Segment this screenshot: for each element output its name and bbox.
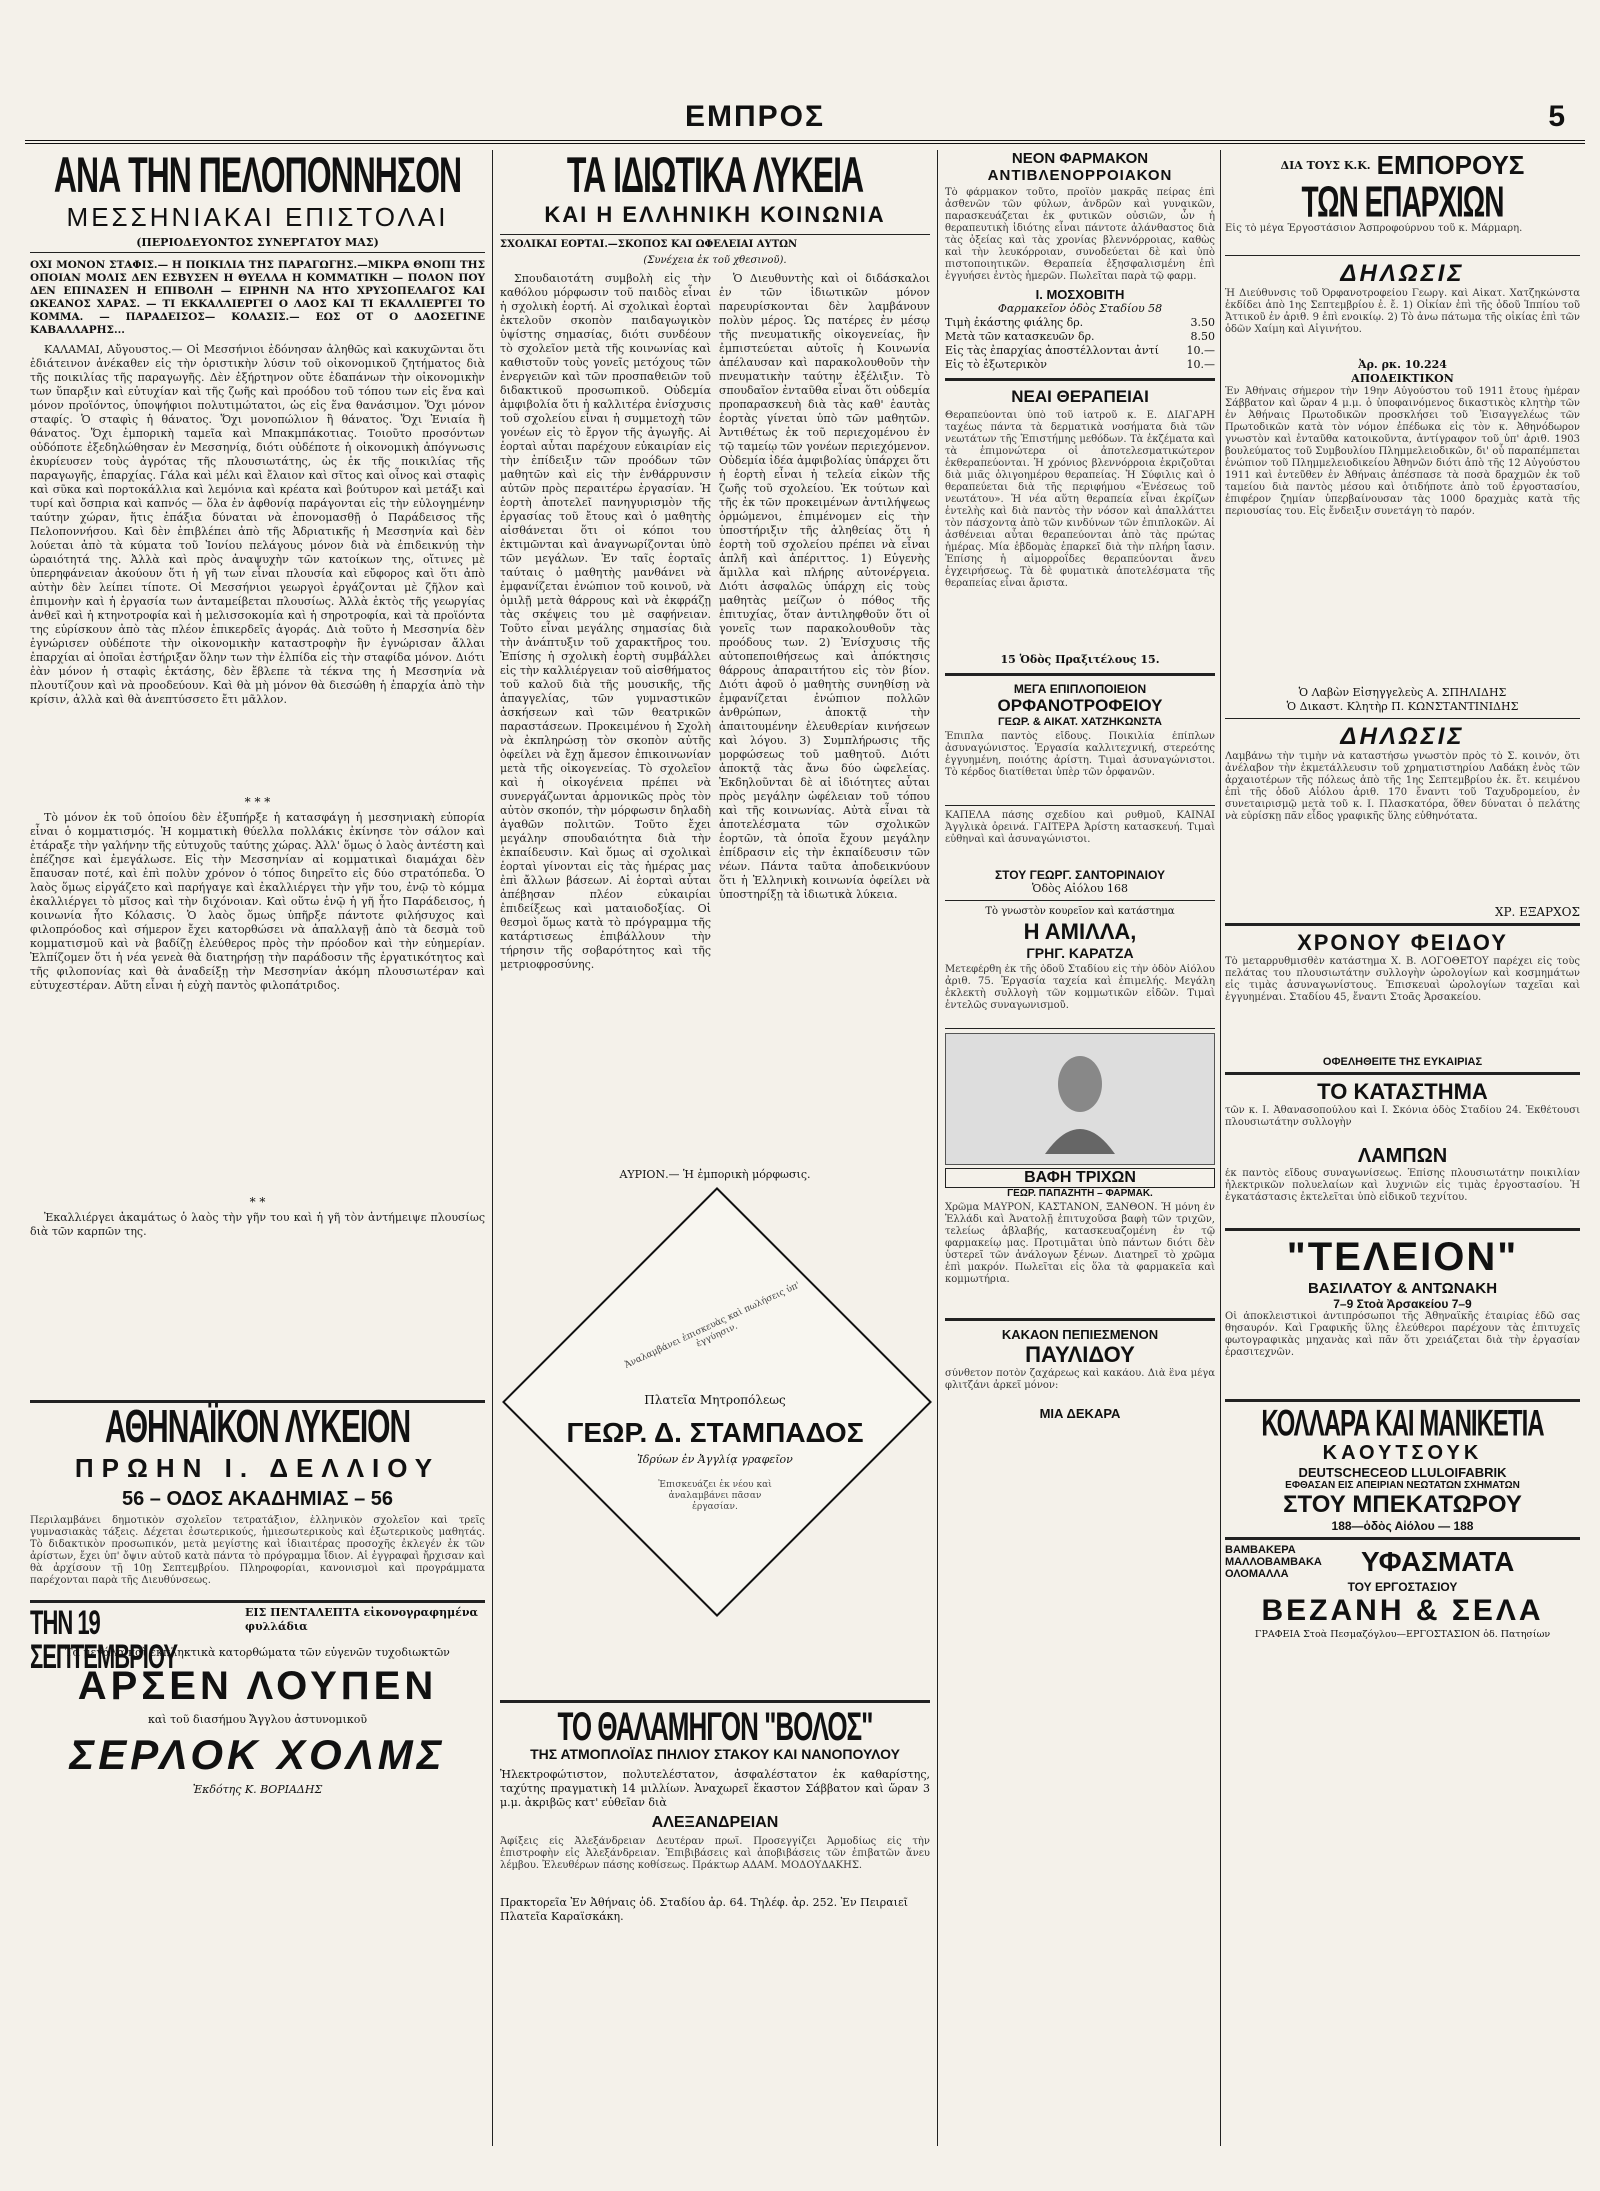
- collars-line: ΕΦΘΑΣΑΝ ΕΙΣ ΑΠΕΙΡΙΑΝ ΝΕΩΤΑΤΩΝ ΣΧΗΜΑΤΩΝ: [1285, 1480, 1520, 1491]
- ad-chronos: [1225, 930, 1580, 1068]
- merchants-text: Εἰς τὸ μέγα Ἐργοστάσιον Ἀσπροφούρνου τοῦ κ. Μάρμαρη.: [1225, 223, 1523, 234]
- drug-sub: ΑΝΤΙΒΛΕΝΟΡΡΟΙΑΚΟΝ: [987, 167, 1173, 184]
- lamp-shop-text-2: ἐκ παντὸς εἴδους συναγωνίσεως. Ἐπίσης πλουσιωτάτην ποικιλίαν ἠλεκτρικῶν πολυελαίων καὶ λυχνιῶν εἰς τιμὰς ἐργοστασίου. Ἡ ἐγκατάστασις ἐκτελεῖται ὑπὸ εἰδικοῦ τεχνίτου.: [1225, 1168, 1580, 1203]
- collars-sub: ΚΑΟΥΤΣΟΥΚ: [1322, 1442, 1483, 1464]
- diamond-fine-print-2: Ἐπισκευάζει ἐκ νέου καὶ ἀναλαμβάνει πᾶσαν ἐργασίαν.: [658, 1480, 772, 1512]
- ad-separator: [1225, 1399, 1580, 1402]
- notice-declaration-2: [1225, 723, 1580, 919]
- ad-separator: [1225, 718, 1580, 719]
- ad-separator: [1225, 1228, 1580, 1231]
- fabrics-cotton: ΒΑΜΒΑΚΕΡΑ: [1225, 1544, 1296, 1556]
- collars-title: ΚΟΛΛΑΡΑ ΚΑΙ ΜΑΝΙΚΕΤΙΑ: [1261, 1402, 1544, 1445]
- ad-provincial-merchants: [1225, 150, 1580, 251]
- diamond-name: ΓΕΩΡ. Δ. ΣΤΑΜΠΑΔΟΣ: [566, 1417, 864, 1448]
- fabrics-wool: ΟΛΟΜΑΛΛΑ: [1225, 1568, 1289, 1580]
- headline-private-lyceums: ΤΑ ΙΔΙΩΤΙΚΑ ΛΥΚΕΙΑ: [566, 146, 864, 203]
- column-rule: [492, 150, 493, 2146]
- article-subtitle: ΣΧΟΛΙΚΑΙ ΕΟΡΤΑΙ.—ΣΚΟΠΟΣ ΚΑΙ ΩΦΕΛΕΙΑΙ ΑΥΤΩΝ: [500, 234, 930, 252]
- lupin-name: ΑΡΣΕΝ ΛΟΥΠΕΝ: [77, 1664, 438, 1708]
- diamond-fine-print: Ἀναλαμβάνει ἐπισκευὰς καὶ πωλήσεις ὑπ' ἐγγύησιν.: [623, 1280, 802, 1371]
- body-left: Σπουδαιοτάτη συμβολὴ εἰς τὴν καθόλου μόρφωσιν τοῦ παιδὸς εἶναι ἡ σχολικὴ ἑορτή. Αἱ σχολικαὶ ἑορταὶ ἐκτελοῦν σκοπὸν παιδαγωγικὸν ὑψίστης σημασίας, διότι συνδέουν τὸ σχολεῖον μετὰ τῆς κοινωνίας καὶ καθιστοῦν τοὺς γονεῖς μετόχους τῶν ἐνεργειῶν καὶ τῶν προσπαθειῶν τοῦ διδακτικοῦ προσωπικοῦ. Οὐδεμία ἀμφιβολία ὅτι ἡ καλλιτέρα ἐνίσχυσις τοῦ σχολείου εἶναι ἡ συμμετοχὴ τῶν γονέων εἰς τὸ ἔργον τῆς ἀγωγῆς. Αἱ ἑορταὶ αὗται παρέχουν εὐκαιρίαν εἰς τὴν ἐπίδειξιν τῶν προόδων τῶν μαθητῶν καὶ εἰς τὴν ἐνθάρρυνσιν αὐτῶν πρὸς περαιτέρω ἐργασίαν. Ἡ ἑορτὴ ἀποτελεῖ πανηγυρισμὸν τῆς ἐργασίας τοῦ ἔτους καὶ ὁ μαθητὴς αἰσθάνεται ὅτι οἱ κόποι του ἐκτιμῶνται καὶ ἀναγνωρίζονται ὑπὸ τῶν μεγάλων. Ἐν ταῖς ἑορταῖς ταύταις ὁ μαθητὴς μανθάνει νὰ ἐμφανίζεται ἐνώπιον τοῦ κοινοῦ, νὰ ὁμιλῇ μετὰ θάρρους καὶ νὰ ἐκφράζῃ τὰς σκέψεις του μὲ σαφήνειαν. Τοῦτο εἶναι μεγάλης σημασίας διὰ τὴν ἀνάπτυξιν τοῦ χαρακτῆρος του. Ἐπίσης ἡ σχολικὴ ἑορτὴ συμβάλλει εἰς τὴν καλλιέργειαν τοῦ αἰσθήματος τοῦ καλοῦ διὰ τῆς μουσικῆς, τῆς ἀπαγγελίας, τῶν γυμναστικῶν ἀσκήσεων καὶ τῶν θεατρικῶν παραστάσεων. Προκειμένου ἡ Σχολὴ νὰ ἐκπληρώσῃ τὸν σκοπὸν αὐτῆς ὀφείλει νὰ ἔχῃ ἄμεσον ἐπικοινωνίαν μετὰ τῆς οἰκογενείας. Τὸ σχολεῖον καὶ ἡ οἰκογένεια πρέπει νὰ συνεργάζωνται ἁρμονικῶς πρὸς τὸν αὐτὸν σκοπόν, τὴν μόρφωσιν δηλαδὴ ἀγαθῶν πολιτῶν. Τοῦτο ἔχει μεγάλην σπουδαιότητα διὰ τὴν ἐκπαίδευσιν. Καὶ ὅμως αἱ σχολικαὶ ἑορταὶ γίνονται εἰς τὰς ἡμέρας μας ἐπὶ ἄλλων βάσεων. Αἱ ἑορταὶ αὗται ἀπέβησαν πλέον εὐκαιρίαι ἐπιδείξεως καὶ ματαιοδοξίας. Οἱ θεσμοὶ ὅμως κατὰ τὸ πρόγραμμα τῆς κατάρτισεως ἐπιβάλλουν τὴν τήρησιν τῆς σοβαρότητος καὶ τῆς μετριοφροσύνης.: [500, 272, 711, 971]
- masthead: [25, 100, 1585, 144]
- diamond-square: Πλατεῖα Μητροπόλεως: [644, 1393, 786, 1407]
- ad-arsene-lupin: [30, 1602, 485, 1797]
- lyceum-title: ΑΘΗΝΑΪΚΟΝ ΛΥΚΕΙΟΝ: [104, 1401, 411, 1454]
- ad-new-drug: [945, 150, 1215, 372]
- byline: (ΠΕΡΙΟΔΕΥΟΝΤΟΣ ΣΥΝΕΡΓΑΤΟΥ ΜΑΣ): [30, 236, 485, 253]
- fabrics-sub: ΤΟΥ ΕΡΓΟΣΤΑΣΙΟΥ: [1347, 1580, 1458, 1594]
- steamer-details: Ἀφίξεις εἰς Ἀλεξάνδρειαν Δευτέραν πρωΐ. Προσεγγίζει Ἀρμοδίως εἰς τὴν ἐπιστροφὴν εἰς Ἀλεξάνδρειαν. Ἐπιβιβάσεις καὶ ἀποβιβάσεις τῶν ἐπιβατῶν ἄνευ λέμβου. Ἐλευθέρων πάσης κοθίσεως. Πράκτωρ ΑΔΑΜ. ΜΟΔΟΥΔΑΚΗΣ.: [500, 1836, 930, 1871]
- article-messenian-letters: [30, 146, 485, 1255]
- ad-lamp-shop: [1225, 1079, 1580, 1224]
- lyceum-address: 56 – ΟΔΟΣ ΑΚΑΔΗΜΙΑΣ – 56: [121, 1488, 393, 1510]
- body-filler: ΚΑΛΑΜΑΙ, Αὔγουστος.— Οἱ Μεσσήνιοι ἐδόνησαν ἀληθῶς καὶ κακυχῶνται ὅτι ἐδιάτεινον ἀνέκαθεν εἰς τὴν ὁριστικὴν λύσιν τοῦ οἰκονομικοῦ ζητήματος διὰ τῆς ποικιλίας τῆς παραγωγῆς. Δὲν ἐξήρτηνον οὔτε ἐδαπάνων τὴν οἰκονομικὴν των ὕπαρξιν καὶ εὐτυχίαν καὶ τῆς ζωῆς καὶ προόδου τοῦ τόπου των εἰς ἕνα καὶ μόνον προϊόντος, ὑποψήφιοι πολυτιμώτατοι, ὡς εἰς ἕνα θανάσιμον. Ὅχι μόνον σταφίς. Ὁ σταφὶς ἡ θάνατος. Ὅχι μονοπώλιον ἢ θάνατος. Ὅχι Ἑνιαία ἢ θάνατος. Ὅχι ἐμπορικὴ ταμεῖα καὶ Μπακμπάκοτιας. Τοιοῦτο προσόντων οὐδόποτε ἐξεδηλώθησαν ἐν Μεσσηνίᾳ, διότι οὐδέποτε ἡ οἰκονομικὴ ἀπόγνωσις ἐκυρίευσεν τοὺς ἀγρότας τῆς πλουσιωτάτης, ὡς ἐκ τῆς ποικιλίας τῆς παραγωγῆς, ἐπαρχίας. Γάλα καὶ μέλι καὶ ἔλαιον καὶ σῖτος καὶ οἶνος καὶ σταφὶς καὶ σῦκα καὶ πορτοκάλλια καὶ λεμόνια καὶ κρέατα καὶ βούτυρον καὶ μετάξι καὶ τυρί καὶ ὄσπρια καὶ καπνός — ὅλα ἐν ἀφθονίᾳ παράγονται εἰς τὴν εὐλογημένην ταύτην χώραν, ἥτις ἐπάξια δύναται νὰ ἐπονομασθῇ ὁ Παράδεισος τῆς Πελοποννήσου. Καὶ δὲν ἐπιβλέπει ἀπὸ τῆς Ἀδριατικῆς ἡ Μεσσηνία καὶ δὲν λούεται ἀπὸ τὰ κύματα τοῦ Ἰονίου πελάγους μόνον διὰ νὰ ἐπιδεικνύῃ τὴν ὡραιότητά της. Ἀλλὰ καὶ πρὸς ἀναψυχὴν τῶν κατοίκων της, οἵτινες μὲ ὑπερηφάνειαν ἀκούουν ὅτι ἡ γῆ των εἶναι πλουσία καὶ εὔφορος καὶ ὅτι ἀπὸ αὐτὴν δὲν λείπει τίποτε. Οἱ Μεσσήνιοι γεωργοὶ ἐργάζονται μὲ ζῆλον καὶ ἐπιμονὴν καὶ ἡ ἐργασία των ἀνταμείβεται πλουσίως. Ἀλλὰ ἐκτὸς τῆς γεωργίας ἀνθεῖ καὶ ἡ κτηνοτροφία καὶ ἡ μελισσοκομία καὶ ἡ σηροτροφία, καὶ τὰ προϊόντα της εὑρίσκουν ἀπὸ τὰς πλέον ἐπικερδεῖς ἀγοράς. Διὰ τοῦτο ἡ Μεσσηνία δὲν ἐγνώρισεν οὐδέποτε τὴν οἰκονομικὴν καταστροφὴν ἣν ἐγνώρισαν ἄλλαι ἐπαρχίαι αἱ ὁποῖαι ἐστήριξαν ὅλην των τὴν ἐλπίδα εἰς τὴν σταφίδα μόνον. Διότι ἐὰν μόνον ἡ σταφὶς ἐκτάσης, δὲν ἔβλεπε τὰ τέκνα της ἡ Μεσσηνία νὰ πλουτίζουν καὶ νὰ προοδεύουν. Καὶ θὰ μὴ μόνον θὰ διεσώθη ἡ ἐπαρχία ἀπὸ τὴν κρίσιν, ἀλλὰ καὶ θὰ ἀνεπτύσσετο ἔτι μᾶλλον.: [30, 343, 485, 706]
- fabrics-wool-cotton: ΜΑΛΛΟΒΑΜΒΑΚΑ: [1225, 1556, 1322, 1568]
- lupin-date: ΤΗΝ 19 ΣΕΠΤΕΜΒΡΙΟΥ: [30, 1602, 178, 1676]
- holmes-name: ΣΕΡΛΟΚ ΧΟΛΜΣ: [69, 1731, 446, 1778]
- page-number: 5: [1548, 100, 1565, 133]
- furniture-title: ΜΕΓΑ ΕΠΙΠΛΟΠΟΙΕΙΟΝ: [1013, 682, 1147, 696]
- hair-dye-portrait-image: [945, 1033, 1215, 1165]
- collars-address: 188—ὁδὸς Αἰόλου — 188: [1331, 1519, 1474, 1533]
- continued-note: (Συνέχεια ἐκ τοῦ χθεσινοῦ).: [643, 255, 787, 266]
- price-row-3: Εἰς τὰς ἐπαρχίας ἀποστέλλονται ἀντί 10.—: [945, 344, 1215, 357]
- steamer-company: ΤΗΣ ΑΤΜΟΠΛΟΪΑΣ ΠΗΛΙΟΥ ΣΤΑΚΟΥ ΚΑΙ ΝΑΝΟΠΟΥΛΟΥ: [530, 1746, 900, 1762]
- column-ads-3: [945, 150, 1215, 1421]
- section-divider: * *: [249, 1195, 266, 1209]
- ad-steamer-volos: [500, 1702, 930, 1924]
- signature-bailiff: Ὁ Δικαστ. Κλητὴρ Π. ΚΩΝΣΤΑΝΤΙΝΙΔΗΣ: [1286, 700, 1519, 713]
- lupin-format: ΕΙΣ ΠΕΝΤΑΛΕΠΤΑ εἰκονογραφημένα φυλλάδια: [245, 1606, 478, 1633]
- ad-separator: [945, 900, 1215, 901]
- cocoa-text: σύνθετον ποτὸν ζαχάρεως καὶ κακάου. Διὰ ἓνα μέγα φλιτζάνι ἀρκεῖ μόνον:: [945, 1368, 1215, 1391]
- hats-address: Ὁδὸς Αἰόλου 168: [1031, 882, 1128, 895]
- therapies-address: 15 Ὁδὸς Πραξιτέλους 15.: [1000, 653, 1160, 666]
- ad-fabrics: [1225, 1544, 1580, 1642]
- ad-amilla: [945, 905, 1215, 1024]
- ad-separator: [1225, 923, 1580, 926]
- amilla-title: Η ΑΜΙΛΛΑ,: [1023, 919, 1137, 944]
- headline-messenian: ΜΕΣΣΗΝΙΑΚΑΙ ΕΠΙΣΤΟΛΑΙ: [66, 202, 449, 232]
- lyceum-text: Περιλαμβάνει δημοτικὸν σχολεῖον τετρατάξιον, ἑλληνικὸν σχολεῖον καὶ τρεῖς γυμνασιακὰς τάξεις. Δέχεται ἐσωτερικούς, ἡμιεσωτερικοὺς καὶ ἐξωτερικοὺς μαθητάς. Τὸ διδακτικὸν προσωπικόν, μετὰ μεγίστης καὶ ἰδιαιτέρας προσοχῆς ἐκλεγέν ἐκ τῶν ἀρίστων, ἔχει ὑπ' ὄψιν αὑτοῦ κατὰ πάντα τὸ πρόγραμμα ἴδιον. Αἱ ἐγγραφαὶ ἤρχισαν καὶ θὰ ἀρχίσουν τῇ 10ῃ Σεπτεμβρίου. Πληροφορίαι, κανονισμοὶ καὶ προγράμματα παρέχονται παρὰ τῆς Διευθύνσεως.: [30, 1515, 485, 1586]
- ad-stampados: [505, 1225, 925, 1625]
- cocoa-name: ΠΑΥΛΙΔΟΥ: [1025, 1342, 1135, 1367]
- steamer-destination: ΑΛΕΞΑΝΔΡΕΙΑΝ: [651, 1814, 779, 1831]
- column-rule: [1220, 150, 1221, 2146]
- notice-declaration-1: [1225, 260, 1580, 714]
- headline-greek-society: ΚΑΙ Η ΕΛΛΗΝΙΚΗ ΚΟΙΝΩΝΙΑ: [544, 202, 886, 227]
- ad-teleion: [1225, 1235, 1580, 1395]
- steamer-title: ΤΟ ΘΑΛΑΜΗΓΟΝ "ΒΟΛΟΣ": [557, 1702, 873, 1750]
- drug-seller: Ι. ΜΟΣΧΟΒΙΤΗ: [1035, 287, 1125, 302]
- column-ads-4: [1225, 150, 1580, 1642]
- ad-separator: [945, 378, 1215, 381]
- drug-shop: Φαρμακεῖον ὁδὸς Σταδίου 58: [997, 302, 1163, 315]
- ad-separator: [945, 673, 1215, 676]
- ref-title: ΑΠΟΔΕΙΚΤΙΚΟΝ: [1351, 372, 1454, 385]
- declaration-title: ΔΗΛΩΣΙΣ: [1340, 260, 1465, 287]
- chronos-foot: ΟΦΕΛΗΘΕΙΤΕ ΤΗΣ ΕΥΚΑΙΡΙΑΣ: [1322, 1056, 1483, 1068]
- lyceum-former: ΠΡΩΗΝ Ι. ΔΕΛΛΙΟΥ: [74, 1453, 441, 1483]
- therapies-text: Θεραπεύονται ὑπὸ τοῦ ἰατροῦ κ. Ε. ΔΙΑΓΑΡΗ ταχέως πάντα τὰ δερματικὰ νοσήματα διὰ τῶν νεωτάτων τῆς Ἐπιστήμης μεθόδων. Τὰ ἐκζέματα καὶ τὰ ἐπιμονώτερα οἱ ἀποτελεσματικώτερον ἐκθεραπεύονται. Ἡ χρόνιος βλεννόρροια ἐκριζοῦται διὰ μιᾶς ὀλιγοημέρου θεραπείας. Ἡ Σύφιλις καὶ ὁ θεραπεύεται διὰ τῆς περιφήμου «Ἐνέσεως τοῦ νεωτάτου». Ἡ νέα αὕτη θεραπεία εἶναι ἐκρίζων ἐντελὴς καὶ διὰ παντὸς τὴν νόσον καὶ ἀπαλλάττει τὸν πάσχοντα ἀπὸ τῶν κινδύνων τῶν ἐπιπλοκῶν. Αἱ ἀσθένειαι αὗται θεραπεύονται ἀπὸ τὰς πρώτας ἡμέρας. Μία ἑβδομὰς ἐπαρκεῖ διὰ τὴν πλήρη ἴασιν. Ἐπίσης ἡ αἱμορροΐδες θεραπεύονται ἄνευ ἐγχειρήσεως. Τὰ δὲ φυματικὰ ἀποτελέσματα τῆς θεραπείας εἶναι ἄριστα.: [945, 410, 1215, 589]
- lupin-line: Τὰ μεγάλα καὶ ἐκπληκτικὰ κατορθώματα τῶν εὐγενῶν τυχοδιωκτῶν: [65, 1646, 450, 1659]
- ad-separator: [1225, 255, 1580, 256]
- body-right: Ὁ Διευθυντὴς καὶ οἱ διδάσκαλοι ἐν τῶν ἰδιωτικῶν μόνον παρευρίσκονται δὲν λαμβάνουν πολὺν μέρος. Ὡς πατέρες ἐν μέσῳ τῆς πνευματικῆς οἰκογενείας, ἣν ἐμπιστεύεται αὐτοῖς ἡ Κοινωνία ἀπέλαυσαν καὶ παρακολουθοῦν τὴν πνευματικὴν ταύτην ἐξέλιξιν. Τὸ σπουδαῖον ἐνταῦθα εἶναι ὅτι οὐδεμία προπαρασκευὴ διὰ τὰς καθ' ἑαυτὰς ἑορτὰς γίνεται ὑπὸ τῶν μαθητῶν. Ἀντιθέτως ἐκ τοῦ περιεχομένου ἐν τῷ ταμείῳ τῶν γονέων περιεχόμενον. Οὐδεμία ἰδέα ἀμφιβολίας ὑπάρχει ὅτι ἡ ἑορτὴ εἶναι ἡ τελεία εἰκὼν τῆς ζωῆς τοῦ σχολείου. Ἐκ τούτων καὶ τῆς ἐκ τῶν προκειμένων ἀντιλήψεως ὁρμώμενοι, ἐπιμένομεν εἰς τὴν ὑποστήριξιν τῆς ἀληθείας ὅτι ἡ ἑορτὴ τοῦ σχολείου πρέπει νὰ εἶναι ἁπλῆ καὶ ἀπέριττος. 1) Εὐγενὴς ἅμιλλα καὶ πλήρης αὐτονέργεια. Διότι ἀσφαλῶς ὑπάρχη εἰς τοὺς μαθητὰς μείζων ὁ πόθος τῆς ἐπιτυχίας, ὅταν ἀντιληφθοῦν ὅτι οἱ γονεῖς των παρακολουθοῦν τὰς προόδους των. 2) Ἐνίσχυσις τῆς αὐτοπεποιθήσεως καὶ ἀπόκτησις θάρρους ἀπαραιτήτου εἰς τὸν βίον. Διότι ἀφοῦ ὁ μαθητὴς συνηθίσῃ νὰ ἐμφανίζεται ἐνώπιον πολλῶν ἀνθρώπων, ἀποκτᾷ τὴν ἀπαιτουμένην ἐλευθερίαν κινήσεων καὶ λόγου. 3) Συμπλήρωσις τῆς μορφώσεως τοῦ μαθητοῦ. Διότι ἀποκτᾷ τὰς ἄνω δύο ὠφελείας. Ἐκδηλοῦνται δὲ αἱ ἰδιότητες αὗται πρὸς μεγάλην ὠφέλειαν τοῦ τόπου καὶ τῆς κοινωνίας. Αὐτὰ εἶναι τὰ ἀποτελέσματα τῶν σχολικῶν ἑορτῶν, τὰ ὁποῖα ἔχουν μεγάλην ἐπίδρασιν εἰς τὴν ἐκπαίδευσιν τῶν νέων. Πάντα ταῦτα ἀποδεικνύουν ὅτι ἡ Ἑλληνικὴ κοινωνία ὀφείλει νὰ ὑποστηρίξῃ τὰ ἰδιωτικὰ λύκεια.: [719, 272, 930, 901]
- hats-text: ΚΑΠΕΛΑ πάσης σχεδίου καὶ ρυθμοῦ, ΚΑΙΝΑΙ Ἀγγλικὰ ὀρεινά. ΓΑΙΤΕΡΑ Ἀρίστη κατασκευή. Τιμαὶ εὐθηναὶ καὶ ἀσυναγώνιστοι.: [945, 810, 1215, 845]
- ad-separator: [1225, 1537, 1580, 1540]
- diamond-sub: Ἱδρύων ἐν Ἀγγλίᾳ γραφεῖον: [637, 1453, 793, 1466]
- drug-text: Τὸ φάρμακον τοῦτο, προϊὸν μακρᾶς πείρας ἐπὶ ἀσθενῶν τῶν φύλων, ἀνδρῶν καὶ γυναικῶν, παρασκευάζεται ἐκ φυτικῶν οὐσιῶν, ὧν ἡ θεραπευτικὴ ἰδιότης εἶναι πάντοτε ἀλάνθαστος διὰ τὰς ὀξείας καὶ τὰς χρονίας βλεννόρροιας, καθὼς καὶ τὴν λευκόρροιαν, συνοδεύεται δὲ καὶ ὑπὸ πιστοποιητικῶν. Θεραπεία ἐξησφαλισμένη ἐπὶ ἐγγυήσει ἐντὸς ἡμερῶν. Πωλεῖται παρὰ τῷ φαρμ.: [945, 187, 1215, 282]
- signature-exarchos: ΧΡ. ΕΞΑΡΧΟΣ: [1494, 905, 1580, 919]
- article-private-lyceums: [500, 146, 930, 1182]
- tomorrow-note: ΑΥΡΙΟΝ.— Ἡ ἐμπορικὴ μόρφωσις.: [619, 1168, 811, 1181]
- price-row-1: Τιμὴ ἐκάστης φιάλης δρ. 3.50: [945, 316, 1215, 329]
- teleion-address: 7–9 Στοὰ Ἀρσακείου 7–9: [1333, 1297, 1472, 1311]
- hair-dye-text: Χρῶμα ΜΑΥΡΟΝ, ΚΑΣΤΑΝΟΝ, ΞΑΝΘΟΝ. Ἡ μόνη ἐν Ἑλλάδι καὶ Ἀνατολῇ ἐπιτυχοῦσα βαφὴ τῶν τριχῶν, τελείως ἀβλαβής, κατασκευαζομένη ἐν τῷ φαρμακείῳ μας. Προτιμᾶται ὑπὸ πάντων διότι δὲν ὑστερεῖ τῶν ἀνάλογων ξένων. Διατηρεῖ τὸ χρῶμα ἐπὶ μακρόν. Πωλεῖται εἰς ὅλα τὰ φαρμακεῖα καὶ κομμωτήρια.: [945, 1202, 1215, 1285]
- furniture-sub: ΟΡΦΑΝΟΤΡΟΦΕΙΟΥ: [997, 696, 1163, 715]
- hair-dye-title: ΒΑΦΗ ΤΡΙΧΩΝ: [945, 1168, 1215, 1188]
- declaration-title-2: ΔΗΛΩΣΙΣ: [1340, 723, 1465, 750]
- ad-athenian-lyceum: [30, 1401, 485, 1615]
- chronos-text: Τὸ μεταρρυθμισθὲν κατάστημα Χ. Β. ΛΟΓΟΘΕΤΟΥ παρέχει εἰς τοὺς πελάτας του πλουσιωτάτην συλλογὴν ὡρολογίων καὶ κοσμημάτων εἰς τιμὰς ἀσυναγωνίστους. Ἐπισκευαὶ ὡρολογίων ταχεῖαι καὶ ἐγγυημέναι. Σταδίου 45, ἔναντι Στοᾶς Ἀρσακείου.: [1225, 956, 1580, 1003]
- ad-hair-dye: [945, 1033, 1215, 1312]
- cocoa-title: ΚΑΚΑΟΝ ΠΕΠΙΕΣΜΕΝΟΝ: [1001, 1327, 1159, 1342]
- lupin-publisher: Ἐκδότης Κ. ΒΟΡΙΑΔΗΣ: [192, 1783, 323, 1796]
- amilla-pre: Τὸ γνωστὸν κουρεῖον καὶ κατάστημα: [985, 906, 1175, 917]
- section-divider: * * *: [244, 795, 271, 809]
- lamp-shop-lamps: ΛΑΜΠΩΝ: [1357, 1145, 1448, 1167]
- declaration-text: Ἡ Διεύθυνσις τοῦ Ὀρφανοτροφείου Γεωργ. καὶ Αἰκατ. Χατζηκώνστα ἐκδίδει ἀπὸ 1ης Σεπτεμβρίου ἐ. ἔ. 1) Οἰκίαν ἐπὶ τῆς ὁδοῦ Ἱππίου τοῦ Ἀττικοῦ ἐν ἀριθ. 9 ἐπὶ ενοικίῳ. 2) Τὸ ἀνω πάτωμα τῆς οἰκίας ἐπὶ τῶν ὁδῶν Χαίμη καὶ Αἰγινήτου.: [1225, 288, 1580, 335]
- hair-dye-maker: ΓΕΩΡ. ΠΑΠΑΖΗΤΗ – ΦΑΡΜΑΚ.: [1007, 1188, 1153, 1199]
- declaration-text-2: Λαμβάνω τὴν τιμὴν νὰ καταστήσω γνωστὸν πρὸς τὸ Σ. κοινόν, ὅτι ἀνέλαβον τὴν ἐκμετάλλευσιν τοῦ χρηματιστηρίου Λαδάκη ἐνὸς τῶν ἀρχαιοτέρων τῆς πόλεως ἀπὸ τῆς 1ης Σεπτεμβρίου ἐκ. ἔτ. κειμένου ἐπὶ τῆς ὁδοῦ Αἰόλου ἀριθ. 170 ἔναντι τοῦ Ταχυδρομείου, ἐν συνεταιρισμῷ μετὰ τοῦ κ. Ι. Πλασκατόρα, ὅθεν δύναται ὁ πελάτης νὰ εὑρίσκῃ πᾶν εἶδος γραφικῆς ὕλης εὐθηνότατα.: [1225, 751, 1580, 822]
- amilla-name: ΓΡΗΓ. ΚΑΡΑΤΖΑ: [1026, 945, 1134, 961]
- price-row-4: Εἰς τὸ ἐξωτερικὸν 10.—: [945, 358, 1215, 371]
- fabrics-foot: ΓΡΑΦΕΙΑ Στοὰ Πεσμαζόγλου—ΕΡΓΟΣΤΑΣΙΟΝ ὁδ. Πατησίων: [1254, 1629, 1551, 1640]
- ad-hats: [945, 810, 1215, 896]
- column-rule: [937, 150, 938, 2146]
- fabrics-name: ΒΕΖΑΝΗ & ΣΕΛΑ: [1261, 1594, 1544, 1627]
- ad-collars: [1225, 1402, 1580, 1533]
- furniture-text: Ἐπιπλα παντὸς εἴδους. Ποικιλία ἐπίπλων ἀσυναγώνιστος. Ἐργασία καλλιτεχνική, στερεότης ἐγγυημένη, ποιότης ἀρίστη. Τιμαὶ ἀσυναγώνιστοι. Τὸ κέρδος διατίθεται ὑπὲρ τῶν ὀρφανῶν.: [945, 731, 1215, 778]
- newspaper-title: ΕΜΠΡΟΣ: [685, 100, 826, 133]
- steamer-body: Ἠλεκτροφώτιστον, πολυτελέστατον, ἀσφαλέστατον ἐκ καθαρίστης, ταχύτης πραγματικὴ 14 μιλλίων. Ἀναχωρεῖ ἕκαστον Σάββατον καὶ ὥραν 3 μ.μ. ἀκριβῶς κατ' εὐθεῖαν διὰ: [500, 1768, 930, 1809]
- drug-title: ΝΕΟΝ ΦΑΡΜΑΚΟΝ: [1011, 150, 1149, 167]
- ad-furniture: [945, 682, 1215, 801]
- collars-maker: DEUTSCHECEOD LLULOIFABRIK: [1298, 1465, 1507, 1480]
- chronos-title: ΧΡΟΝΟΥ ΦΕΙΔΟΥ: [1297, 930, 1508, 955]
- ad-separator: [1225, 1072, 1580, 1075]
- ad-separator: [945, 805, 1215, 806]
- body-filler-3: Ἐκαλλιέργει ἀκαμάτως ὁ λαὸς τὴν γῆν του καὶ ἡ γῆ τὸν ἀντήμειψε πλουσίως διὰ τῶν καρπῶν της.: [30, 1211, 485, 1238]
- teleion-title: "ΤΕΛΕΙΟΝ": [1286, 1235, 1519, 1279]
- price-row-2: Μετὰ τῶν κατασκευῶν δρ. 8.50: [945, 330, 1215, 343]
- amilla-text: Μετεφέρθη ἐκ τῆς ὁδοῦ Σταδίου εἰς τὴν ὁδὸν Αἰόλου ἀριθ. 75. Ἐργασία ταχεία καὶ ἐπιμελής. Μεγάλη ἐκλεκτὴ συλλογὴ τῶν κομμωτικῶν εἰδῶν. Τιμαὶ ἐντελῶς συναγωνισμοῦ.: [945, 964, 1215, 1011]
- furniture-names: ΓΕΩΡ. & ΑΙΚΑΤ. ΧΑΤΖΗΚΩΝΣΤΑ: [998, 716, 1162, 728]
- teleion-text: Οἱ ἀποκλειστικοὶ ἀντιπρόσωποι τῆς Ἀθηναϊκῆς ἐταιρίας ἐδῶ σας θησαυρόν. Καὶ Γραφικῆς ὕλης ἐλεύθεροι παρέχουν τὰς ἐπιτυχεῖς φωτογραφικὰς μηχανὰς καὶ πᾶν ὅτι χρειάζεται διὰ τὴν ἐργασίαν ἐρασιτεχνῶν.: [1225, 1311, 1580, 1358]
- court-text: Ἐν Ἀθήναις σήμερον τὴν 19ην Αὐγούστου τοῦ 1911 ἔτους ἡμέραν Σάββατον καὶ ὥραν 4 μ.μ. ὁ ὑποφαινόμενος δικαστικὸς κλητὴρ τῶν ἐν Ἀθήναις Πρωτοδικῶν προσκλήσει τοῦ Ἐισαγγελέως τῶν Πρωτοδικῶν κατὰ τὸν νόμον ἐπέδωκα εἰς τὸν κ. Ἀθηνόδωρον γνωστὸν καὶ ἐνταῦθα κατοικοῦντα, ἀντίγραφον τοῦ ὑπ' ἀριθ. 1903 βουλεύματος τοῦ Συμβουλίου Πλημμελειοδικῶν, δι' οὗ παραπέμπεται ἐνώπιον τοῦ Πλημμελειοδικείου Ἀθηνῶν διότι ἀπὸ τῆς 12 Αὐγούστου 1911 καὶ ἐντεῦθεν ἐν Ἀθήναις ἀπέσπασε τὰ ποσὰ δραχμῶν ἐκ τοῦ ταμείου διὰ παντὸς μέσου καὶ ὁτιδήποτε ἀπὸ τοῦ ἐργοστασίου, ἐπιφέρον ζημίαν ὑπερβαίνουσαν τὰς 1000 δραχμὰς κατὰ τῆς περιουσίας του. Εἰς ἔνδειξιν συνετάγη τὸ παρόν.: [1225, 386, 1580, 517]
- merchants-title-2: ΤΩΝ ΕΠΑΡΧΙΩΝ: [1301, 177, 1504, 226]
- headline-peloponnese: ΑΝΑ ΤΗΝ ΠΕΛΟΠΟΝΝΗΣΟΝ: [53, 146, 462, 203]
- collars-shop: ΣΤΟΥ ΜΠΕΚΑΤΩΡΟΥ: [1283, 1491, 1522, 1518]
- fabrics-title: ΥΦΑΣΜΑΤΑ: [1361, 1546, 1515, 1577]
- ad-new-therapies: [945, 387, 1215, 667]
- lamp-shop-text: τῶν κ. Ι. Ἀθανασοπούλου καὶ Ι. Σκόνια ὁδὸς Σταδίου 24. Ἐκθέτουσι πλουσιωτάτην συλλογὴν: [1225, 1105, 1580, 1128]
- ad-separator: [945, 1028, 1215, 1029]
- lamp-shop-title: ΤΟ ΚΑΤΑΣΤΗΜΑ: [1317, 1079, 1488, 1104]
- therapies-title: ΝΕΑΙ ΘΕΡΑΠΕΙΑΙ: [1011, 387, 1149, 406]
- ad-cocoa: [945, 1327, 1215, 1421]
- article-body: [30, 343, 485, 1251]
- cocoa-spoon: ΜΙΑ ΔΕΚΑΡΑ: [1039, 1406, 1121, 1421]
- ad-separator: [945, 1318, 1215, 1321]
- lupin-mid: καὶ τοῦ διασήμου Ἄγγλου ἀστυνομικοῦ: [147, 1713, 368, 1726]
- teleion-names: ΒΑΣΙΛΑΤΟΥ & ΑΝΤΩΝΑΚΗ: [1307, 1280, 1498, 1297]
- ref-number: Ἀρ. ρκ. 10.224: [1358, 358, 1447, 371]
- signature-prosecutor: Ὁ Λαβὼν Εἰσηγγελεὺς Α. ΣΠΗΛΙΔΗΣ: [1298, 686, 1507, 699]
- article-summary: ΟΧΙ ΜΟΝΟΝ ΣΤΑΦΙΣ.— Η ΠΟΙΚΙΛΙΑ ΤΗΣ ΠΑΡΑΓΩΓΗΣ.—ΜΙΚΡΑ ΘΝΟΠΙ ΤΗΣ ΟΠΟΙΑΝ ΜΟΛΙΣ ΔΕΝ ΕΣΒΥΣΕΝ Η ΘΥΕΛΛΑ Η ΚΟΜΜΑΤΙΚΗ — ΠΟΛΟΝ ΠΟΥ ΔΕΝ ΕΠΙΝΑΣΕΝ Η ΕΠΙΒΟΛΗ — ΕΙΡΗΝΗ ΝΑ ΗΤΟ ΧΡΥΣΟΠΕΛΑΓΟΣ ΚΑΙ ΩΚΕΑΝΟΣ ΧΑΡΑΣ. — ΤΙ ΕΚΚΑΛΛΙΕΡΓΕΙ Ο ΛΑΟΣ ΚΑΙ ΤΙ ΕΚΑΛΛΙΕΡΓΕΙ ΤΟ ΚΟΜΜΑ. — ΠΑΡΑΔΕΙΣΟΣ— ΚΟΛΑΣΙΣ.— ΕΩΣ ΟΤ Ο ΔΑΟΣΕΓΙΝΕ ΚΑΒΑΛΛΑΡΗΣ...: [30, 259, 485, 336]
- merchants-pre: ΔΙΑ ΤΟΥΣ Κ.Κ.: [1280, 158, 1371, 172]
- hats-shop: ΣΤΟΥ ΓΕΩΡΓ. ΣΑΝΤΟΡΙΝΑΙΟΥ: [994, 868, 1166, 882]
- merchants-title: ΕΜΠΟΡΟΥΣ: [1376, 150, 1525, 180]
- steamer-agencies: Πρακτορεῖα Ἐν Ἀθήναις ὁδ. Σταδίου ἀρ. 64. Τηλέφ. ἀρ. 252. Ἐν Πειραιεῖ Πλατεῖα Καραϊσκάκη.: [500, 1896, 908, 1923]
- body-filler-2: Τὸ μόνον ἐκ τοῦ ὁποίου δὲν ἐξυπήρξε ἡ κατασφάγη ἡ μεσσηνιακὴ εὐπορία εἶναι ὁ κομματισμός. Ἡ κομματικὴ θύελλα πολλάκις ἐκίνησε τὸν σάλον καὶ ἐτάραξε τὴν γαλήνην τῆς εὐτυχοῦς ταύτης χώρας. Ἀλλ' ὅμως ὁ λαὸς ἀντέστη καὶ ἐπέζησε καὶ ἐμεγάλωσε. Εἰς τὴν Μεσσηνίαν αἱ κομματικαὶ διαμάχαι δὲν ἔπαυσαν ποτέ, καὶ ἐπὶ πολὺν χρόνον ὁ τόπος διηρεῖτο εἰς δύο στρατόπεδα. Ὁ λαὸς ὅμως εἰργάζετο καὶ παρήγαγε καὶ ἐκαλλιέργει τὴν γῆν του, ἐνῷ τὸ κόμμα ἐκαλλιέργει τὸ μῖσος καὶ τὴν διχόνοιαν. Καὶ οὕτω ἐνῷ ἡ γῆ ἦτο Παράδεισος, ἡ κοινωνία ἦτο Κόλασις. Ὁ λαὸς ὅμως ὑπῆρξε πάντοτε φιλήσυχος καὶ φιλοπρόοδος καὶ σήμερον ἔχει κατορθώσει νὰ ἀπαλλαγῇ ἀπὸ τὰ δεσμὰ τοῦ κομματισμοῦ καὶ νὰ βαδίζῃ ἐλεύθερος πρὸς τὴν πρόοδον καὶ τὴν εὐημερίαν. Ἐλπίζομεν ὅτι ἡ νέα γενεὰ θὰ διατηρήσῃ τὴν παράδοσιν τῆς ἐργατικότητος καὶ τῆς φιλοπονίας καὶ θὰ ἀναδείξῃ τὴν Μεσσηνίαν ἀκόμη πλουσιωτέραν καὶ εὐτυχεστέραν. Αὕτη εἶναι ἡ εὐχὴ παντὸς φιλοπάτριδος.: [30, 811, 485, 992]
